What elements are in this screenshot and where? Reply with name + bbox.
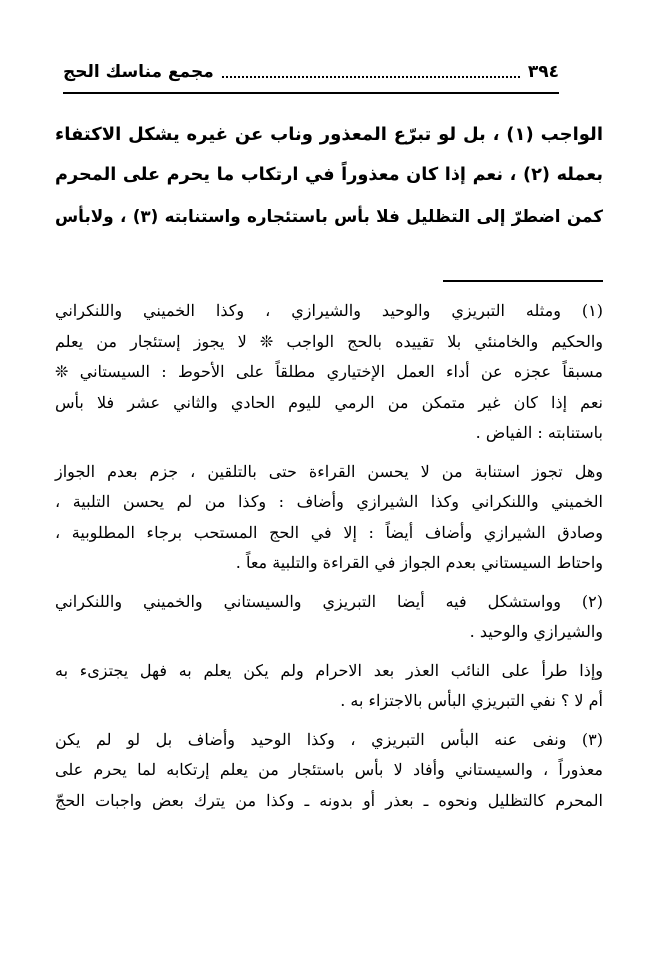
footnote-line: وهل تجوز استنابة من لا يحسن القراءة حتى بالتلقين ، جزم بعدم الجواز [55,461,603,481]
footnote-line: الخميني واللنكراني وكذا الشيرازي وأضاف : وكذا من لم يحسن التلبية ، [55,492,603,511]
footnote-line: (١) ومثله التبريزي والوحيد والشيرازي ، وكذا الخميني واللنكراني [55,301,603,320]
footnote-line: وصادق الشيرازي وأضاف أيضاً : إلا في الحج المستحب برجاء المطلوبية ، [55,522,603,542]
footnote-1-paragraph-2 [55,457,603,579]
footnote-2 [55,587,603,648]
page-number: ٣٩٤ [527,62,559,82]
footnote-line: واحتاط السيستاني بعدم الجواز في القراءة والتلبية معاً . [235,553,603,572]
footnote-line: (٣) ونفى عنه البأس التبريزي ، وكذا الوحيد وأضاف بل لو لم يكن [55,729,603,749]
footnote-line: نعم إذا كان غير متمكن من الرمي لليوم الحادي والثاني عشر فلا بأس [55,392,603,412]
main-text-line: الواجب (١) ، بل لو تبرّع المعذور وناب عن غيره يشكل الاكتفاء [55,124,603,145]
footnote-separator [443,280,603,282]
footnote-line: والحكيم والخامنئي بلا تقييده بالحج الواجب ❊ لا يجوز إستئجار من يعلم [55,331,603,351]
footnote-line: والشيرازي والوحيد . [469,622,603,641]
footnote-1 [55,296,603,449]
footnote-line: (٢) وواستشكل فيه أيضا التبريزي والسيستاني والخميني واللنكراني [55,591,603,611]
main-text-line: بعمله (٢) ، نعم إذا كان معذوراً في ارتكاب ما يحرم على المحرم [55,165,604,185]
footnote-line: المحرم كالتظليل ونحوه ـ بعذر أو بدونه ـ وكذا من يترك بعض واجبات الحجّ [55,790,604,810]
main-text [55,114,603,237]
header-rule [63,92,559,94]
running-header [63,58,559,86]
footnote-line: باستنابته : الفياض . [475,423,603,442]
header-dotted-leader [222,66,520,78]
book-title: مجمع مناسك الحج [63,62,214,82]
footnote-line: أم لا ؟ نفي التبريزي البأس بالاجتزاء به . [340,691,603,710]
main-text-line: كمن اضطرّ إلى التظليل فلا بأس باستئجاره واستنابته (٣) ، ولابأس [55,206,603,226]
footnote-3 [55,725,603,817]
footnote-2-paragraph-2 [55,656,603,717]
footnotes [55,296,603,816]
footnote-line: وإذا طرأ على النائب العذر بعد الاحرام ولم يكن يعلم به فهل يجتزىء به [55,660,603,680]
footnote-line: معذوراً ، والسيستاني وأفاد لا بأس باستئجار من يعلم إرتكابه لما يحرم على [55,760,603,779]
footnote-line: مسبقاً عجزه عن أداء العمل الإختياري مطلقاً على الأحوط : السيستاني ❊ [55,362,603,381]
